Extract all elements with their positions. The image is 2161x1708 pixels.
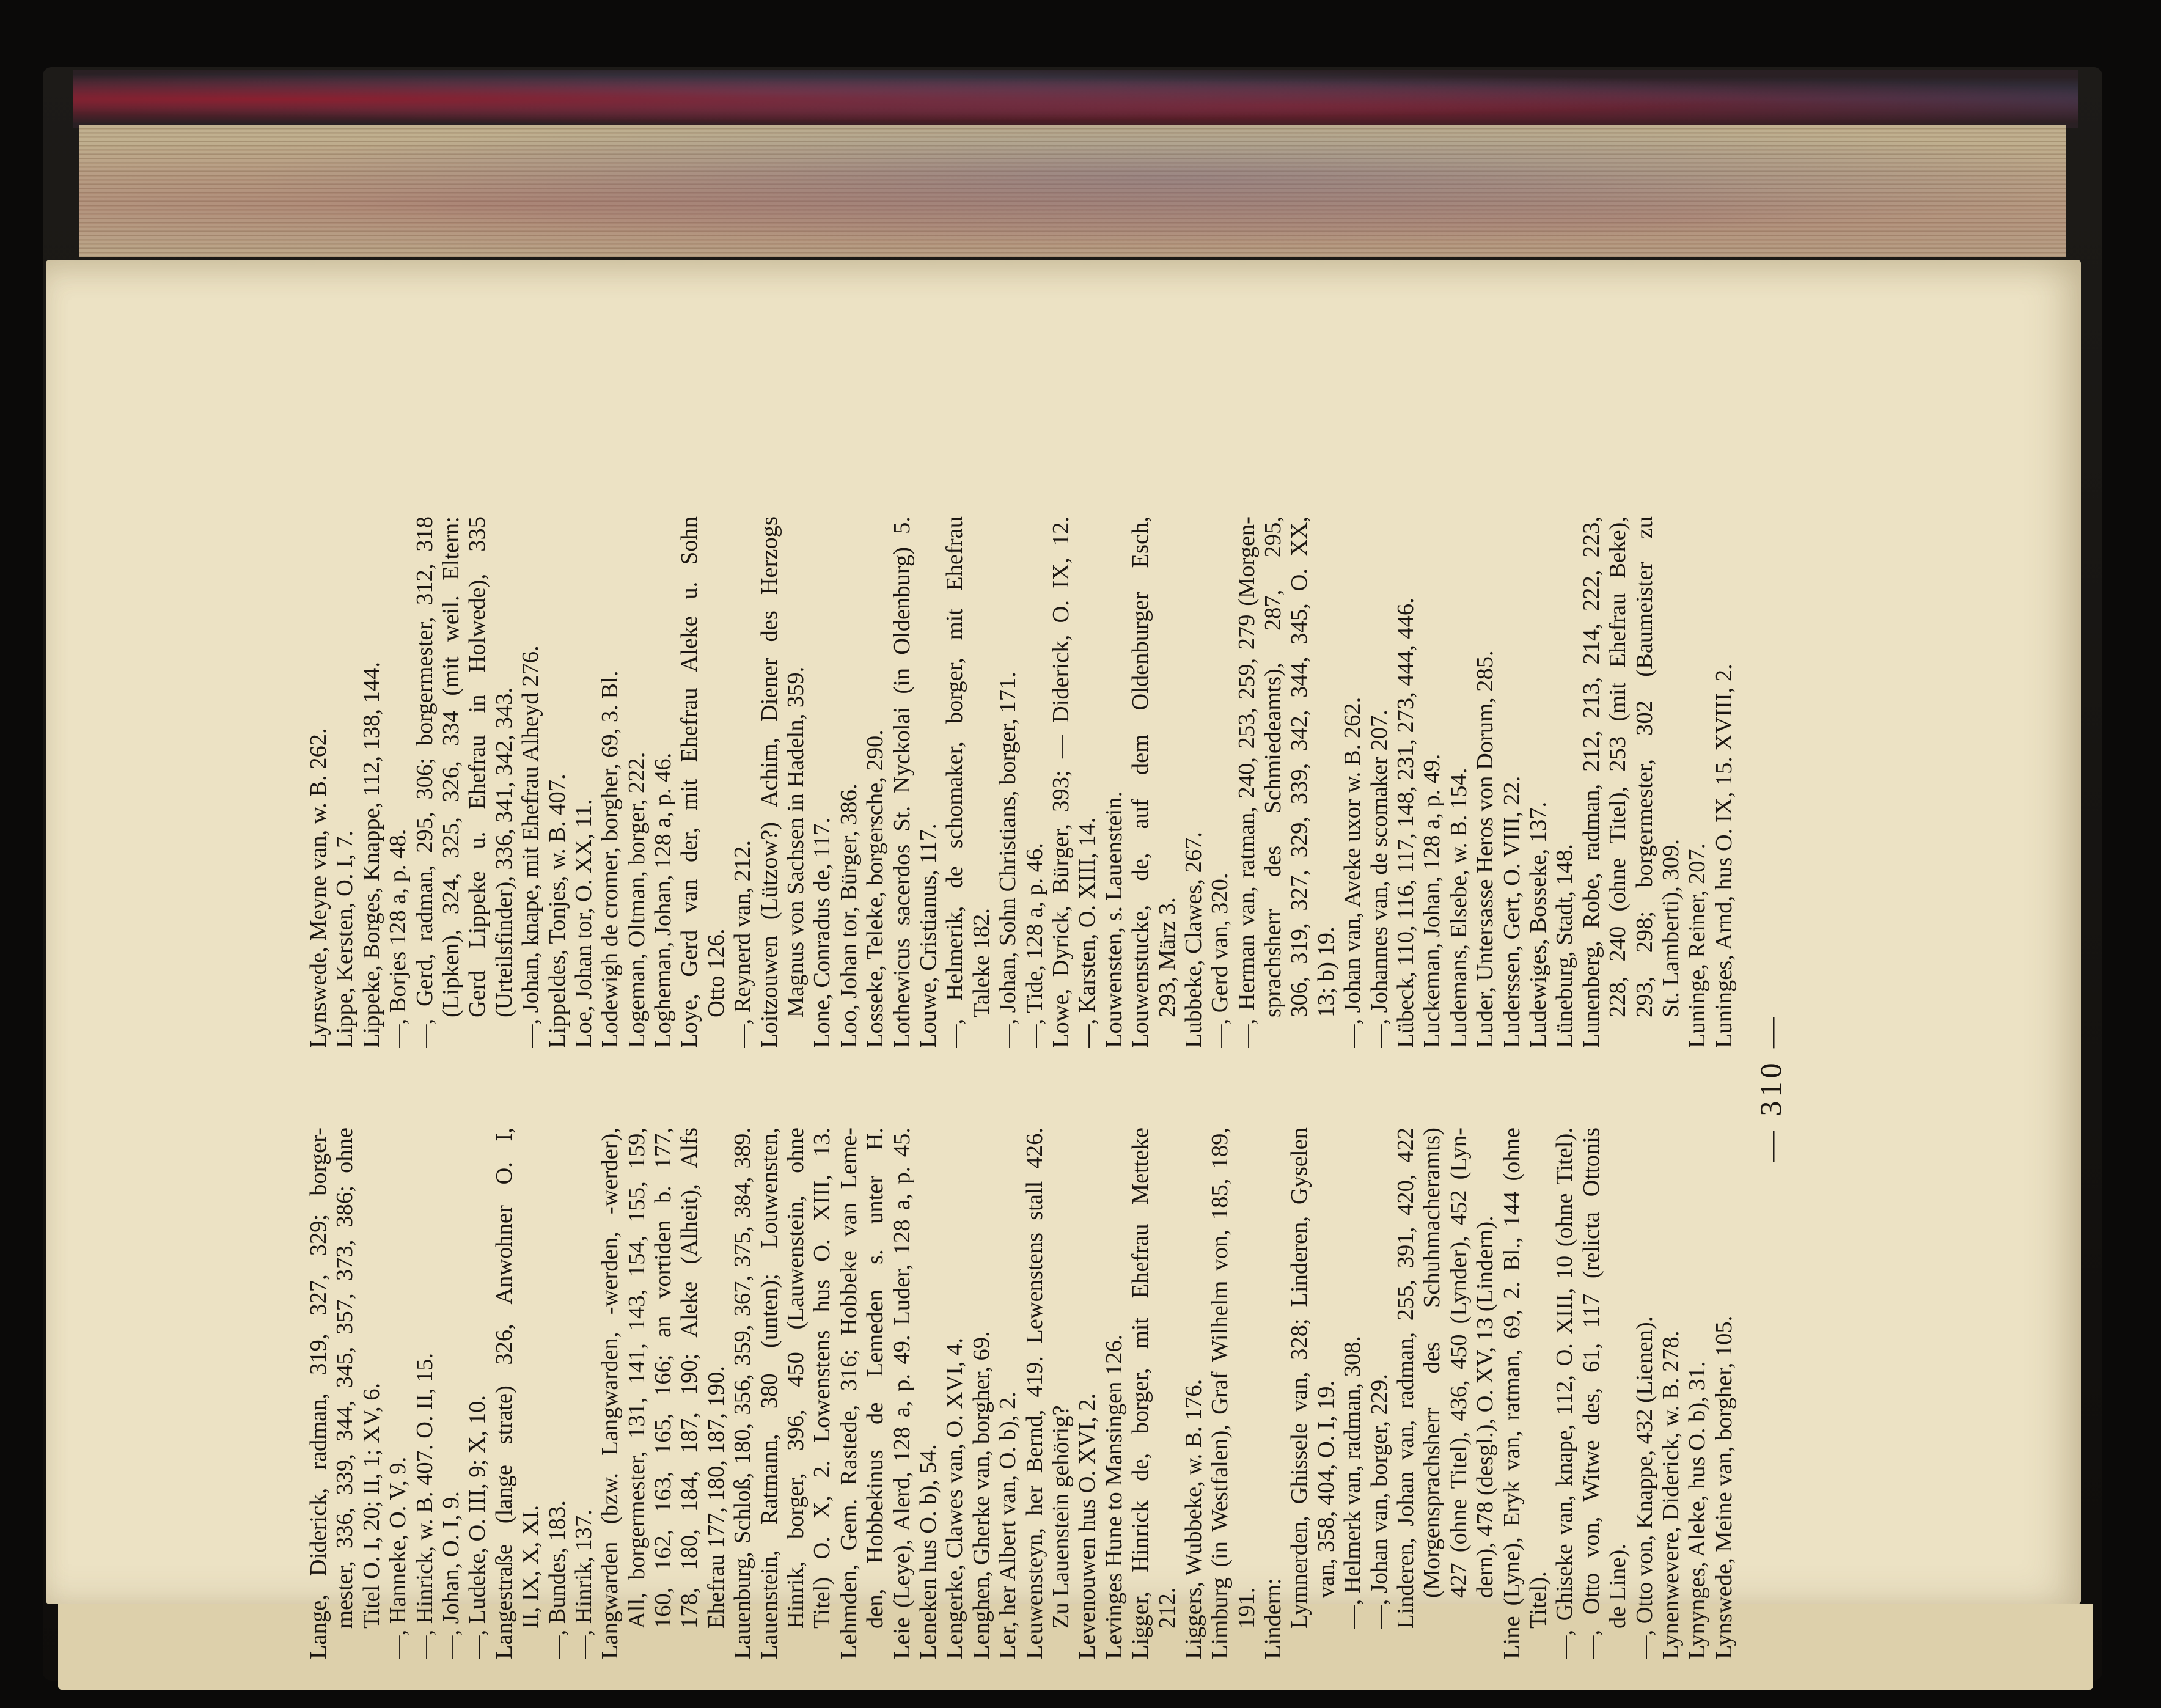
index-line: —, Hanneke, O. V, 9. [385, 1456, 411, 1659]
index-line: —, Karsten, O. XIII, 14. [1074, 817, 1101, 1048]
index-line: —, Hinrik, 137. [570, 1509, 596, 1659]
index-line: Limburg (in Westfalen), Graf Wilhelm von, 185, 189, [1207, 1127, 1233, 1659]
index-line: Lippeldes, Tonjes, w. B. 407. [544, 774, 570, 1048]
index-line: Louwenstucke, de, auf dem Oldenburger Esch, [1128, 516, 1154, 1048]
index-line: Loye, Gerd van der, mit Ehefrau Aleke u. Sohn [677, 516, 703, 1048]
index-line: Losseke, Teleke, borgersche, 290. [862, 730, 889, 1048]
index-line: 191. [1233, 1587, 1260, 1629]
index-line: Langestraße (lange strate) 326, Anwohner O. I, [491, 1127, 517, 1659]
index-line: Lauenburg, Schloß, 180, 356, 359, 367, 375, 384, 389. [730, 1127, 756, 1659]
index-line: Hinrik, borger, 396, 450 (Lauwenstein, ohne [783, 1127, 809, 1629]
index-line: mester, 336, 339, 344, 345, 357, 373, 386; ohne [332, 1127, 358, 1629]
index-line: Lengerke, Clawes van, O. XVI, 4. [942, 1337, 968, 1659]
index-line: 293, 298; borgermester, 302 (Baumeister zu [1631, 516, 1657, 1017]
index-line: Lowe, Dyrick, Bürger, 393; — Diderick, O. IX, 12. [1047, 516, 1074, 1048]
index-line: Lubbeke, Clawes, 267. [1180, 832, 1206, 1048]
index-line: Magnus von Sachsen in Hadeln, 359. [783, 666, 809, 1017]
index-line: Lothewicus sacerdos St. Nyckolai (in Oldenburg) 5. [889, 516, 915, 1048]
page-number: — 310 — [1753, 1014, 1788, 1162]
index-line: Line (Lyne), Eryk van, ratman, 69, 2. Bl., 144 (ohne [1499, 1127, 1525, 1659]
index-line: —, Hinrick, w. B. 407. O. II, 15. [411, 1352, 438, 1659]
index-line: —, Otto von, Witwe des, 61, 117 (relicta Ottonis [1578, 1127, 1604, 1659]
index-line: Louwensten, s. Lauenstein. [1101, 791, 1127, 1048]
index-line: Zu Lauenstein gehörig? [1047, 1405, 1074, 1629]
index-line: 427 (ohne Titel), 436, 450 (Lynder), 452 (Lyn- [1445, 1127, 1472, 1598]
index-line: Lüneburg, Stadt, 148. [1552, 844, 1578, 1048]
index-line: Lymnerden, Ghissele van, 328; Linderen, Gyselen [1286, 1127, 1313, 1629]
index-line: Loe, Johan tor, O. XX, 11. [570, 799, 596, 1048]
index-line: Ludemans, Elsebe, w. B. 154. [1445, 768, 1472, 1048]
index-line: Lynswede, Meyne van, w. B. 262. [306, 728, 331, 1048]
index-line: Loo, Johan tor, Bürger, 386. [835, 783, 862, 1048]
index-line: —, Johan van, borger, 229. [1366, 1374, 1392, 1629]
index-line: Linderen, Johan van, radman, 255, 391, 420, 422 [1393, 1127, 1419, 1629]
index-line: (Morgensprachsherr des Schuhmacheramts) [1419, 1127, 1445, 1598]
index-line: van, 358, 404, O. I, 19. [1313, 1380, 1339, 1598]
index-line: —, Gerd, radman, 295, 306; borgermester, 312, 318 [411, 516, 438, 1048]
index-line: Luninge, Reiner, 207. [1684, 843, 1711, 1048]
index-line: Luder, Untersasse Heros von Dorum, 285. [1472, 650, 1499, 1048]
index-line: Langwarden (bzw. Langwarden, -werden, -werder), [597, 1127, 623, 1659]
index-line: Ehefrau 177, 180, 187, 190. [703, 1366, 729, 1629]
index-line: Luckeman, Johan, 128 a, p. 49. [1419, 753, 1445, 1048]
index-line: Lone, Conradus de, 117. [809, 817, 835, 1048]
index-line: Lynynges, Aleke, hus O. b), 31. [1684, 1361, 1711, 1659]
index-line: Lenghen, Gherke van, borgher, 69. [968, 1331, 994, 1659]
index-line: Logeman, Oltman, borger, 222. [623, 752, 650, 1048]
index-line: Loitzouwen (Lützow?) Achim, Diener des Herzogs [756, 516, 782, 1048]
page-edges [79, 125, 2066, 257]
index-line: —, Gerd van, 320. [1207, 873, 1233, 1048]
index-line: 306, 319, 327, 329, 339, 342, 344, 345, O. XX, [1286, 516, 1313, 1017]
index-line: —, Johan, Sohn Christians, borger, 171. [995, 672, 1021, 1048]
index-line: de Line). [1605, 1544, 1631, 1629]
index-line: Lippeke, Borges, Knappe, 112, 138, 144. [358, 662, 384, 1048]
index-line: St. Lamberti), 309. [1657, 839, 1684, 1017]
index-line: —, Reynerd van, 212. [730, 840, 756, 1048]
index-line: Taleke 182. [968, 907, 994, 1017]
index-line: —, Helmerik, de schomaker, borger, mit Ehefrau [942, 516, 968, 1048]
index-line: —, Ghiseke van, knape, 112, O. XIII, 10 (ohne Titel). [1552, 1127, 1578, 1659]
index-line: Gerd Lippeke u. Ehefrau in Holwede), 335 [464, 516, 491, 1017]
index-line: Ludewiges, Bosseke, 137. [1525, 801, 1551, 1048]
index-line: —, Herman van, ratman, 240, 253, 259, 279 (Morgen- [1233, 516, 1260, 1048]
index-line: —, Bundes, 183. [544, 1500, 570, 1659]
index-line: Lunenberg, Robe, radman, 212, 213, 214, 222, 223, [1578, 516, 1604, 1048]
index-column-right [306, 516, 1737, 1048]
index-line: —, Ludeke, O. III, 9; X, 10. [464, 1395, 491, 1659]
index-line: 212. [1154, 1587, 1180, 1629]
index-line: Leuwensteyn, her Bernd, 419. Lewenstens stall 426. [1021, 1127, 1047, 1659]
index-line: (Urteilsfinder), 336, 341, 342, 343. [491, 687, 517, 1017]
index-line: 293, März 3. [1154, 897, 1180, 1017]
index-line: —, Helmerk van, radman, 308. [1340, 1336, 1366, 1629]
index-line: Otto 126. [703, 928, 729, 1017]
page-text [306, 516, 1803, 1659]
index-line: Luderssen, Gert, O. VIII, 22. [1499, 775, 1525, 1048]
index-line: —, Tide, 128 a, p. 46. [1021, 843, 1047, 1048]
index-line: Lange, Diderick, radman, 319, 327, 329; borger- [306, 1127, 331, 1659]
index-line: Lindern: [1260, 1578, 1286, 1659]
index-line: Lynenwevere, Diderick, w. B. 278. [1657, 1330, 1684, 1659]
index-line: Luninges, Arnd, hus O. IX, 15. XVIII, 2. [1711, 664, 1737, 1048]
index-line: 228, 240 (ohne Titel), 253 (mit Ehefrau Beke), [1605, 516, 1631, 1017]
index-line: Lübeck, 110, 116, 117, 148, 231, 273, 444, 446. [1393, 598, 1419, 1048]
index-line: Levenouwen hus O. XVI, 2. [1074, 1393, 1101, 1659]
index-line: 178, 180, 184, 187, 190; Aleke (Alheit), Alfs [677, 1127, 703, 1629]
index-line: —, Borjes 128 a, p. 48. [385, 829, 411, 1048]
index-line: den, Hobbekinus de Lemeden s. unter H. [862, 1127, 889, 1629]
index-line: —, Otto von, Knappe, 432 (Lienen). [1631, 1316, 1657, 1659]
marbled-edge [73, 70, 2078, 128]
index-line: Titel O. I, 20; II, 1; XV, 6. [358, 1382, 384, 1629]
index-line: Lynswede, Meine van, borgher, 105. [1711, 1315, 1737, 1659]
index-column-left [306, 1127, 1737, 1659]
index-line: All, borgermester, 131, 141, 143, 154, 155, 159, [623, 1127, 650, 1629]
index-line: Titel) O. X, 2. Lowenstens hus O. XIII, 13. [809, 1127, 835, 1629]
index-line: —, Johan van, Aveke uxor w. B. 262. [1340, 697, 1366, 1048]
index-line: sprachsherr des Schmiedeamts), 287, 295, [1260, 516, 1286, 1017]
index-line: —, Johan, knape, mit Ehefrau Alheyd 276. [518, 645, 544, 1048]
index-line: Lodewigh de cromer, borgher, 69, 3. Bl. [597, 670, 623, 1048]
index-line: dern), 478 (desgl.), O. XV, 13 (Lindern). [1472, 1215, 1499, 1598]
index-line: 160, 162, 163, 165, 166; an vortiden b. 177, [650, 1127, 677, 1629]
index-line: Ler, her Albert van, O. b), 2. [995, 1391, 1021, 1659]
index-line: 13; b) 19. [1313, 926, 1339, 1017]
index-line: Logheman, Johan, 128 a, p. 46. [650, 752, 677, 1048]
index-line: Lippe, Kersten, O. I, 7. [332, 830, 358, 1048]
index-line: Louwe, Cristianus, 117. [915, 823, 941, 1048]
index-line: —, Johan, O. I, 9. [438, 1491, 464, 1659]
index-line: Liggers, Wubbeke, w. B. 176. [1180, 1379, 1206, 1659]
index-line: Leneken hus O. b), 54. [915, 1444, 941, 1659]
index-line: Ligger, Hinrick de, borger, mit Ehefrau Metteke [1128, 1127, 1154, 1659]
index-line: II, IX, X, XI. [518, 1505, 544, 1629]
index-line: Lauenstein, Ratmann, 380 (unten); Louwensten, [756, 1127, 782, 1659]
index-line: (Lipken), 324, 325, 326, 334 (mit weil. Eltern: [438, 516, 464, 1017]
index-line: —, Johannes van, de scomaker 207. [1366, 709, 1392, 1048]
index-line: Leie (Leye), Alerd, 128 a, p. 49. Luder, 128 a, p. 45. [889, 1127, 915, 1659]
index-line: Titel). [1525, 1571, 1551, 1629]
index-line: Lehmden, Gem. Rastede, 316; Hobbeke van Leme- [835, 1127, 862, 1659]
index-line: Levinges Hune to Mansingen 126. [1101, 1334, 1127, 1659]
